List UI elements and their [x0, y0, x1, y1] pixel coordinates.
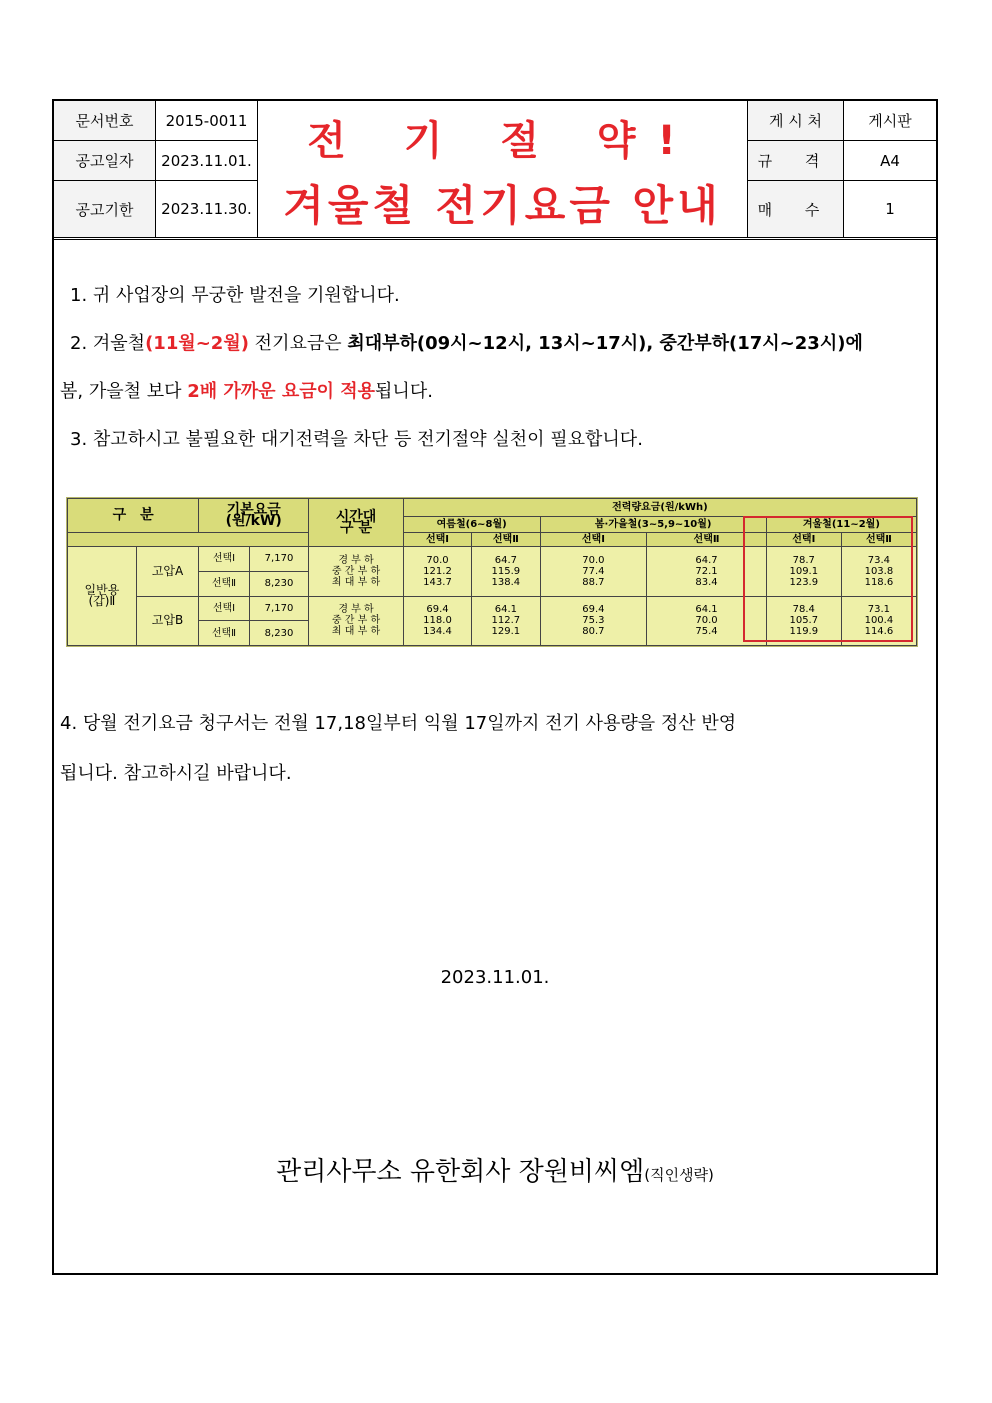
th-division: 구 분 [68, 499, 199, 533]
rate-table-image [66, 497, 918, 647]
p2-period: (11월~2월) [145, 333, 249, 354]
th-opt: 선택Ⅱ [472, 533, 540, 547]
th-time: 시간대 구 분 [309, 499, 404, 547]
header-divider [54, 237, 936, 240]
count-label: 매 수 [748, 181, 844, 237]
signature-note: (직인생략) [644, 1166, 714, 1184]
paragraph-1: 1. 귀 사업장의 무궁한 발전을 기원합니다. [70, 285, 400, 306]
rate-cell: 69.4 118.0 134.4 [403, 596, 471, 646]
p2-a: 2. 겨울철 [70, 333, 146, 354]
base-rate: 7,170 [249, 596, 308, 621]
size-label: 규 격 [748, 141, 844, 181]
signature [54, 1151, 936, 1188]
p2-f: 봄, 가을철 보다 [60, 381, 188, 402]
deadline: 2023.11.30. [156, 181, 258, 237]
post-value: 게시판 [844, 101, 936, 141]
paragraph-3: 3. 참고하시고 불필요한 대기전력을 차단 등 전기절약 실천이 필요합니다. [70, 429, 643, 450]
option-label: 선택Ⅱ [199, 621, 250, 646]
th-opt: 선택Ⅰ [540, 533, 647, 547]
date-label: 공고일자 [54, 141, 156, 181]
th-opt: 선택Ⅰ [403, 533, 471, 547]
p2-h: 됩니다. [375, 381, 433, 402]
header-table [54, 101, 936, 237]
rate-cell: 69.4 75.3 80.7 [540, 596, 647, 646]
rate-cell: 73.1 100.4 114.6 [841, 596, 916, 646]
load-labels: 경 부 하 중 간 부 하 최 대 부 하 [309, 547, 404, 597]
p2-hours: 최대부하(09시~12시, 13시~17시), 중간부하(17시~23시) [347, 333, 846, 354]
th-summer: 여름철(6~8월) [403, 517, 540, 533]
th-opt: 선택Ⅱ [841, 533, 916, 547]
th-blank [68, 533, 309, 547]
paragraph-2-cont [60, 377, 433, 403]
p2-e: 에 [845, 333, 863, 354]
p2-highlight: 2배 가까운 요금이 적용 [187, 381, 376, 402]
rate-cell: 70.0 121.2 143.7 [403, 547, 471, 597]
rate-cell: 70.0 77.4 88.7 [540, 547, 647, 597]
doc-no-label: 문서번호 [54, 101, 156, 141]
th-spring: 봄·가을철(3~5,9~10월) [540, 517, 766, 533]
hv-b-label: 고압B [136, 596, 198, 646]
count-value: 1 [885, 200, 895, 218]
size-value: A4 [844, 141, 936, 181]
th-opt: 선택Ⅰ [766, 533, 841, 547]
rate-cell: 64.7 115.9 138.4 [472, 547, 540, 597]
option-label: 선택Ⅰ [199, 547, 250, 572]
notice-frame [52, 99, 938, 1275]
rate-cell: 64.1 112.7 129.1 [472, 596, 540, 646]
rate-cell: 73.4 103.8 118.6 [841, 547, 916, 597]
paragraph-2 [70, 329, 863, 355]
th-energy: 전력량요금(원/kWh) [403, 499, 916, 517]
notice-date: 2023.11.01. [156, 141, 258, 181]
deadline-label: 공고기한 [54, 181, 156, 237]
p2-c: 전기요금은 [248, 333, 348, 354]
post-label: 게 시 처 [748, 101, 844, 141]
base-rate: 7,170 [249, 547, 308, 572]
rate-cell: 64.7 72.1 83.4 [647, 547, 767, 597]
signature-text: 관리사무소 유한회사 장원비씨엠 [276, 1157, 645, 1187]
base-rate: 8,230 [249, 571, 308, 596]
issue-date: 2023.11.01. [440, 967, 550, 988]
paragraph-4: 4. 당월 전기요금 청구서는 전월 17,18일부터 익월 17일까지 전기 사용량을 정산 반영 [60, 713, 737, 734]
option-label: 선택Ⅰ [199, 596, 250, 621]
hv-a-label: 고압A [136, 547, 198, 597]
th-winter: 겨울철(11~2월) [766, 517, 916, 533]
rate-cell: 78.4 105.7 119.9 [766, 596, 841, 646]
paragraph-4-cont: 됩니다. 참고하시길 바랍니다. [60, 763, 292, 784]
load-labels: 경 부 하 중 간 부 하 최 대 부 하 [309, 596, 404, 646]
th-opt: 선택Ⅱ [647, 533, 767, 547]
title-line2: 겨울철 전기요금 안내 [283, 181, 722, 230]
title-line1: 전 기 절 약! [307, 118, 698, 164]
th-base: 기본요금 (원/kW) [199, 499, 309, 533]
rate-cell: 64.1 70.0 75.4 [647, 596, 767, 646]
doc-no: 2015-0011 [156, 101, 258, 141]
option-label: 선택Ⅱ [199, 571, 250, 596]
base-rate: 8,230 [249, 621, 308, 646]
rate-cell: 78.7 109.1 123.9 [766, 547, 841, 597]
title-box [258, 101, 748, 237]
group-label: 일반용 (갑)Ⅱ [68, 547, 137, 646]
